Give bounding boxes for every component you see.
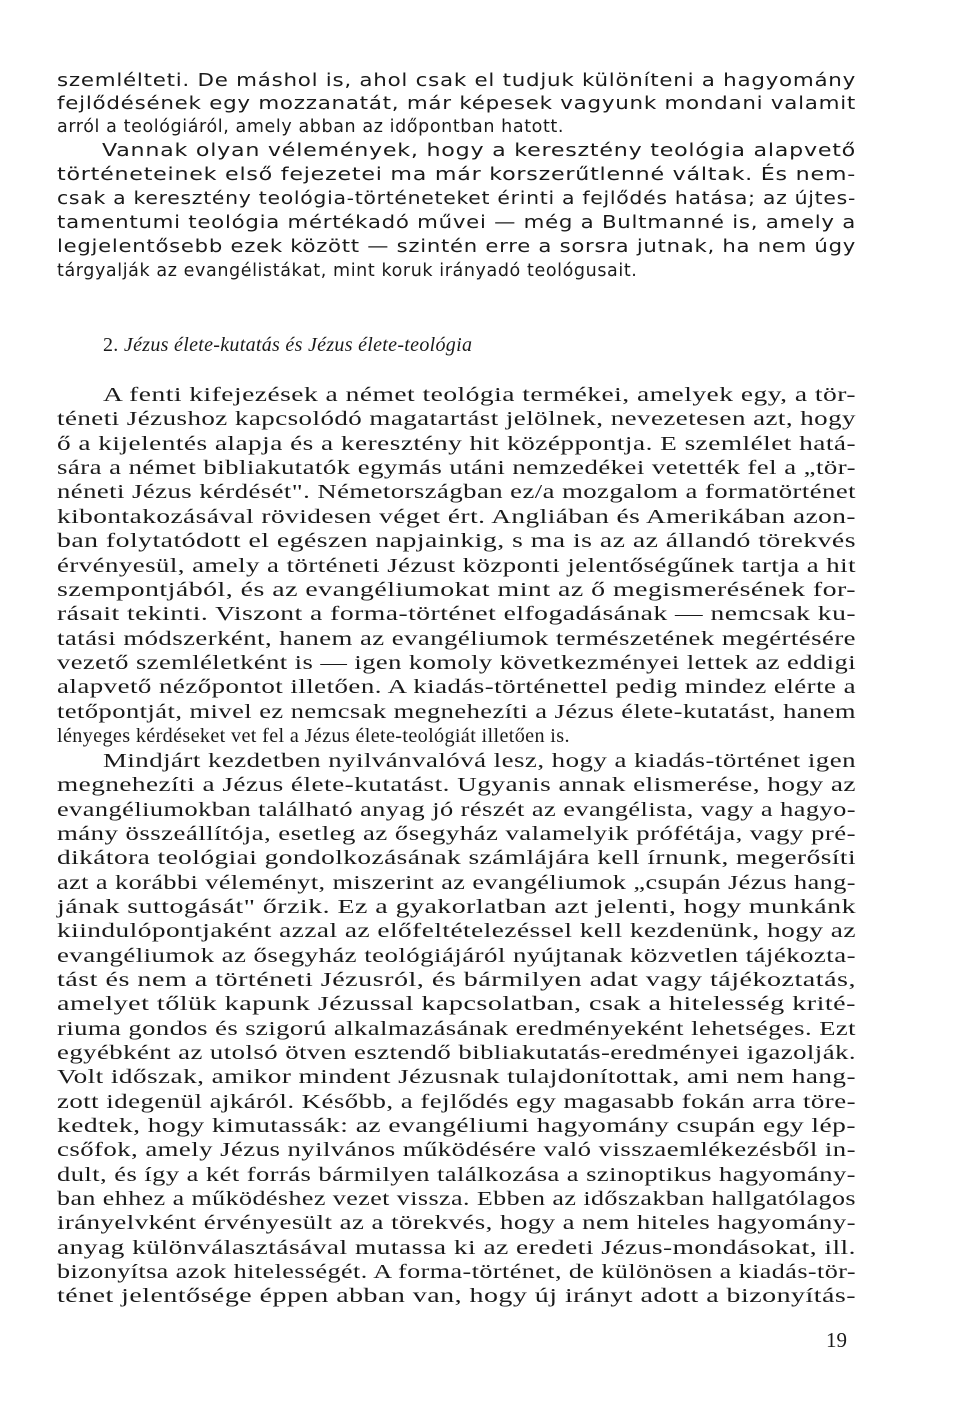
body-text-line: néneti Jézus kérdését". Németországban ez/a mozgalom a formatörténet	[57, 481, 856, 503]
opening-paragraph-line: fejlődésének egy mozzanatát, már képesek vagyunk mondani valamit	[57, 94, 857, 114]
opening-paragraph-line: legjelentősebb ezek között — szintén erre a sorsra jutnak, ha nem úgy	[57, 237, 857, 257]
body-text-line: irányelvként érvényesült az a törekvés, hogy a nem hiteles hagyomány-	[57, 1212, 856, 1234]
body-text-line: ban folytatódott el egészen napjainkig, s ma is az az állandó törekvés	[57, 530, 856, 552]
body-text-line: alapvető nézőpontot illetően. A kiadás-történettel pedig mindez elérte a	[57, 676, 857, 698]
body-text-line: kibontakozásával rövidesen véget ért. Angliában és Amerikában azon-	[57, 506, 856, 528]
body-text-line: rásait tekinti. Viszont a forma-történet elfogadásának — nemcsak ku-	[57, 603, 857, 625]
body-text-line: ténet jelentősége éppen abban van, hogy új irányt adott a bizonyítás-	[57, 1285, 857, 1307]
body-text-line: anyag különválasztásával mutassa ki az eredeti Jézus-mondásokat, ill.	[57, 1237, 856, 1259]
body-text-line: mány összeállítója, esetleg az ősegyház valamelyik prófétája, vagy pré-	[57, 823, 857, 845]
opening-paragraph-line: történeteinek első fejezetei ma már korszerűtlenné váltak. És nem-	[57, 165, 856, 185]
opening-paragraph-line: szemlélteti. De máshol is, ahol csak el tudjuk különíteni a hagyomány	[57, 71, 857, 91]
body-text-line: tatási módszerként, hanem az evangéliumok természetének megértésére	[57, 628, 857, 650]
body-text-line: zott idegenül ajkáról. Később, a fejlődés egy magasabb fokán arra töre-	[57, 1091, 856, 1113]
body-text-line: szempontjából, és az evangéliumokat mint az ő megismerésének for-	[57, 579, 857, 601]
section-title: Jézus élete-kutatás és Jézus élete-teológia	[123, 334, 473, 356]
body-text-line: megnehezíti a Jézus élete-kutatást. Ugyanis annak elismerése, hogy az	[57, 774, 856, 796]
body-text-line: riuma gondos és szigorú alkalmazásának eredményeként lehetséges. Ezt	[57, 1018, 857, 1040]
section-heading	[103, 334, 472, 357]
body-text-line: evangéliumok az ősegyház teológiájáról nyújtanak közvetlen tájékozta-	[57, 945, 856, 967]
body-text-line: ő a kijelentés alapja és a keresztény hit középpontja. E szemlélet hatá-	[57, 433, 857, 455]
body-text-line: Mindjárt kezdetben nyilvánvalóvá lesz, hogy a kiadás-történet igen	[103, 750, 857, 772]
body-text-line: érvényesül, amely a történeti Jézust központi jelentőségűnek tartja a hit	[57, 555, 856, 577]
opening-paragraph-line: Vannak olyan vélemények, hogy a keresztény teológia alapvető	[102, 141, 856, 161]
body-text-line: egyébként az utolsó ötven esztendő bibliakutatás-eredményei igazolják.	[57, 1042, 856, 1064]
body-text-line: tást és nem a történeti Jézusról, és bármilyen adat vagy tájékoztatás,	[57, 969, 856, 991]
body-text-line: evangéliumokban található anyag jó részét az evangélista, vagy a hagyo-	[57, 799, 856, 821]
opening-paragraph-line: csak a keresztény teológia-történeteket érinti a fejlődés hatása; az újtes-	[57, 189, 857, 209]
body-text-line: amelyet tőlük kapunk Jézussal kapcsolatban, csak a hitelesség krité-	[57, 993, 856, 1015]
body-text-line: azt a korábbi véleményt, miszerint az evangéliumok „csupán Jézus hang-	[57, 872, 857, 894]
body-text-line: dult, és így a két forrás bármilyen találkozása a szinoptikus hagyomány-	[57, 1164, 856, 1186]
body-text-line: Volt időszak, amikor mindent Jézusnak tulajdonítottak, ami nem hang-	[57, 1066, 857, 1088]
section-number: 2.	[103, 334, 119, 356]
page-number: 19	[826, 1328, 847, 1352]
body-text-line: jának suttogását" őrzik. Ez a gyakorlatban azt jelenti, hogy munkánk	[57, 896, 857, 918]
opening-paragraph-line: tárgyalják az evangélistákat, mint koruk irányadó teológusait.	[57, 261, 638, 281]
body-text-line: ban ehhez a működéshez vezet vissza. Ebben az időszakban hallgatólagos	[57, 1188, 857, 1210]
body-text-line: csőfok, amely Jézus nyilvános működésére való visszaemlékezésből in-	[57, 1139, 856, 1161]
opening-paragraph-line: tamentumi teológia mértékadó művei — még a Bultmanné is, amely a	[57, 213, 857, 233]
body-text-line: A fenti kifejezések a német teológia termékei, amelyek egy, a tör-	[103, 384, 856, 406]
body-text-line: lényeges kérdéseket vet fel a Jézus élete-teológiát illetően is.	[57, 725, 570, 747]
body-text-line: kiindulópontjaként azzal az előfeltételezéssel kell kezdenünk, hogy az	[57, 920, 857, 942]
body-text-line: téneti Jézushoz kapcsolódó magatartást jelölnek, nevezetesen azt, hogy	[57, 408, 856, 430]
opening-paragraph-line: arról a teológiáról, amely abban az időpontban hatott.	[57, 117, 565, 137]
body-text-line: tetőpontját, mivel ez nemcsak megnehezíti a Jézus élete-kutatást, hanem	[57, 701, 856, 723]
body-text-line: vezető szemléletként is — igen komoly következményei lettek az eddigi	[57, 652, 857, 674]
body-text-line: dikátora teológiai gondolkozásának számlájára kell írnunk, megerősíti	[57, 847, 857, 869]
body-text-line: sára a német bibliakutatók egymás utáni nemzedékei vetették fel a „tör-	[57, 457, 856, 479]
body-text-line: kedtek, hogy kimutassák: az evangéliumi hagyomány csupán egy lép-	[57, 1115, 856, 1137]
body-text-line: bizonyítsa azok hitelességét. A forma-történet, de különösen a kiadás-tör-	[57, 1261, 856, 1283]
